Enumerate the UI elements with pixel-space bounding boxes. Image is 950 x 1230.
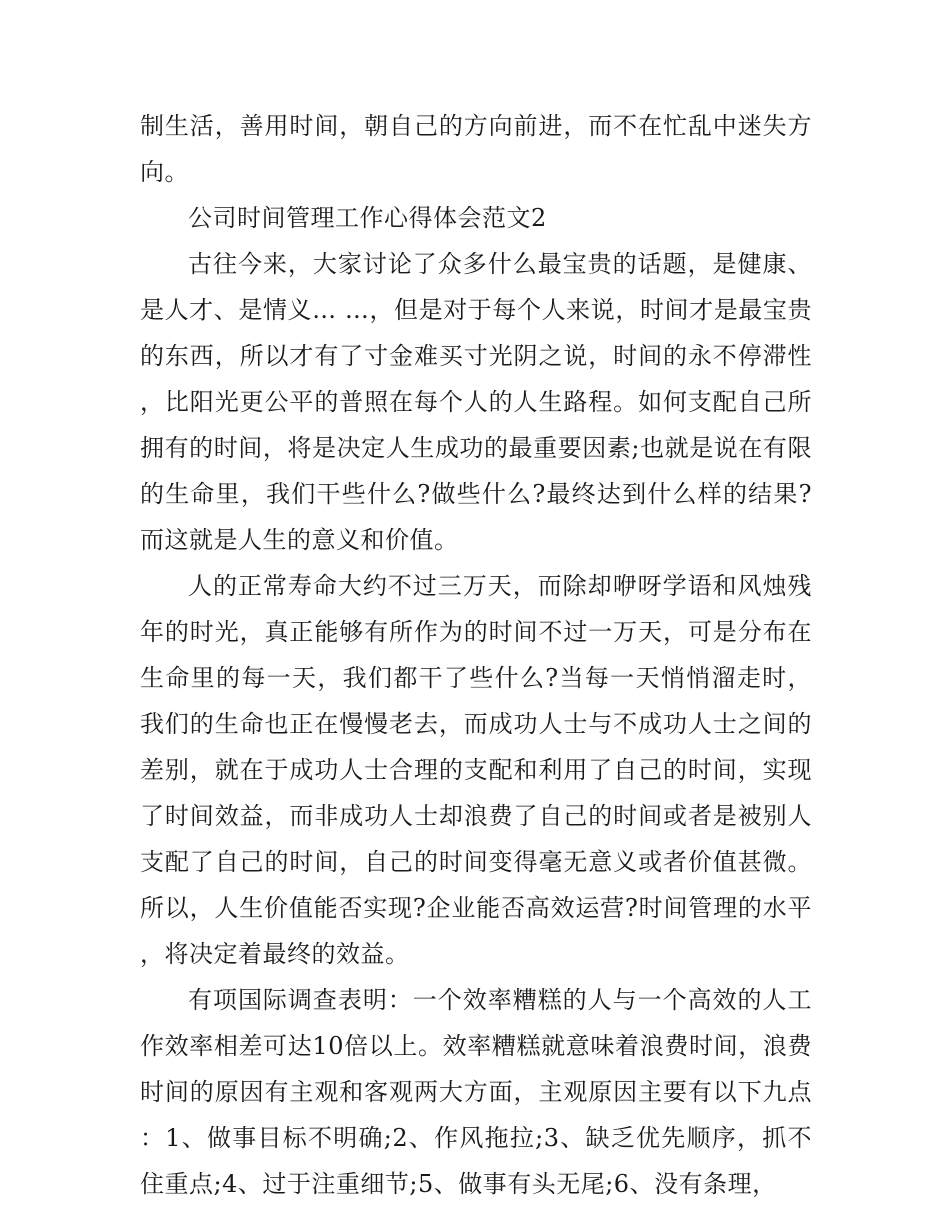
paragraph-3: 有项国际调查表明：一个效率糟糕的人与一个高效的人工作效率相差可达10倍以上。效率糟糕就意味着浪费时间，浪费时间的原因有主观和客观两大方面，主观原因主要有以下九点：1、做事目标不明确;2、作风拖拉;3、缺乏优先顺序，抓不住重点;4、过于注重细节;5、做事有头无尾;6、没有条理， [140, 986, 812, 1198]
paragraph-1: 古往今来，大家讨论了众多什么最宝贵的话题，是健康、是人才、是情义… …，但是对于每个人来说，时间才是最宝贵的东西，所以才有了寸金难买寸光阴之说，时间的永不停滞性，比阳光更公平的普照在每个人的人生路程。如何支配自己所拥有的时间，将是决定人生成功的最重要因素;也就是说在有限的生命里，我们干些什么?做些什么?最终达到什么样的结果?而这就是人生的意义和价值。 [140, 250, 812, 554]
continuation-paragraph: 制生活，善用时间，朝自己的方向前进，而不在忙乱中迷失方向。 [140, 112, 812, 186]
paragraph-2: 人的正常寿命大约不过三万天，而除却咿呀学语和风烛残年的时光，真正能够有所作为的时间不过一万天，可是分布在生命里的每一天，我们都干了些什么?当每一天悄悄溜走时，我们的生命也正在慢慢老去，而成功人士与不成功人士之间的差别，就在于成功人士合理的支配和利用了自己的时间，实现了时间效益，而非成功人士却浪费了自己的时间或者是被别人支配了自己的时间，自己的时间变得毫无意义或者价值甚微。所以，人生价值能否实现?企业能否高效运营?时间管理的水平，将决定着最终的效益。 [140, 572, 812, 968]
section-heading: 公司时间管理工作心得体会范文2 [188, 204, 547, 232]
document-body [140, 103, 812, 1207]
